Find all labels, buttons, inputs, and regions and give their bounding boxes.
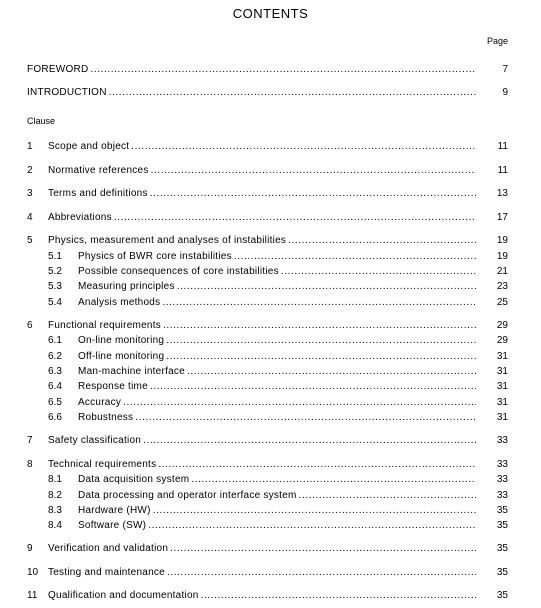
toc-page-number: 33 bbox=[496, 474, 508, 485]
dot-leader bbox=[158, 458, 476, 472]
toc-page-number: 25 bbox=[496, 297, 508, 308]
toc-entry-clause-10[interactable] bbox=[27, 566, 508, 580]
toc-entry-clause-1[interactable] bbox=[27, 140, 508, 154]
toc-page-number: 35 bbox=[496, 567, 508, 578]
toc-entry-title: Technical requirements bbox=[48, 459, 157, 470]
toc-entry-clause-6-3[interactable] bbox=[48, 365, 508, 379]
dot-leader bbox=[114, 211, 476, 225]
page-column-label: Page bbox=[486, 36, 508, 46]
toc-entry-title: Robustness bbox=[78, 412, 134, 423]
toc-entry-clause-4[interactable] bbox=[27, 211, 508, 225]
dot-leader bbox=[191, 473, 476, 487]
toc-clause-number: 2 bbox=[27, 165, 33, 176]
dot-leader bbox=[166, 350, 476, 364]
toc-clause-number: 6.4 bbox=[48, 381, 62, 392]
dot-leader bbox=[281, 265, 476, 279]
toc-entry-title: Software (SW) bbox=[78, 520, 147, 531]
toc-entry-clause-8[interactable] bbox=[27, 458, 508, 472]
dot-leader bbox=[201, 589, 476, 603]
toc-page-number: 7 bbox=[502, 64, 508, 75]
dot-leader bbox=[153, 504, 476, 518]
toc-page-number: 35 bbox=[496, 505, 508, 516]
toc-entry-title: Terms and definitions bbox=[48, 188, 148, 199]
toc-clause-number: 6.3 bbox=[48, 366, 62, 377]
toc-entry-title: Accuracy bbox=[78, 397, 122, 408]
dot-leader bbox=[150, 187, 476, 201]
toc-page-number: 21 bbox=[496, 266, 508, 277]
dot-leader bbox=[143, 434, 476, 448]
toc-clause-number: 11 bbox=[27, 590, 38, 601]
toc-entry-clause-6-4[interactable] bbox=[48, 380, 508, 394]
toc-page-number: 17 bbox=[496, 212, 508, 223]
page-title: CONTENTS bbox=[232, 6, 309, 21]
dot-leader bbox=[163, 319, 476, 333]
toc-entry-title: Qualification and documentation bbox=[48, 590, 199, 601]
toc-clause-number: 6.1 bbox=[48, 335, 62, 346]
toc-page-number: 31 bbox=[496, 397, 508, 408]
toc-clause-number: 7 bbox=[27, 435, 33, 446]
dot-leader bbox=[170, 542, 476, 556]
toc-entry-title: Analysis methods bbox=[78, 297, 161, 308]
dot-leader bbox=[148, 519, 476, 533]
toc-entry-title: Possible consequences of core instabilities bbox=[78, 266, 279, 277]
toc-entry-clause-8-3[interactable] bbox=[48, 504, 508, 518]
toc-page-number: 31 bbox=[496, 351, 508, 362]
toc-entry-clause-8-1[interactable] bbox=[48, 473, 508, 487]
toc-page-number: 13 bbox=[496, 188, 508, 199]
dot-leader bbox=[166, 334, 476, 348]
dot-leader bbox=[90, 63, 476, 77]
toc-entry-clause-6-1[interactable] bbox=[48, 334, 508, 348]
toc-clause-number: 5 bbox=[27, 235, 33, 246]
toc-entry-title: Verification and validation bbox=[48, 543, 169, 554]
toc-page-number: 23 bbox=[496, 281, 508, 292]
toc-clause-number: 3 bbox=[27, 188, 33, 199]
toc-clause-number: 5.2 bbox=[48, 266, 62, 277]
toc-entry-title: Physics, measurement and analyses of instabilities bbox=[48, 235, 287, 246]
dot-leader bbox=[288, 234, 476, 248]
toc-entry-clause-5-3[interactable] bbox=[48, 280, 508, 294]
toc-page-number: 33 bbox=[496, 459, 508, 470]
toc-page-number: 31 bbox=[496, 412, 508, 423]
toc-page-number: 33 bbox=[496, 435, 508, 446]
toc-page-number: 29 bbox=[496, 320, 508, 331]
toc-entry-clause-5-2[interactable] bbox=[48, 265, 508, 279]
toc-clause-number: 6.2 bbox=[48, 351, 62, 362]
toc-entry-title: INTRODUCTION bbox=[27, 87, 107, 98]
toc-page-number: 35 bbox=[496, 543, 508, 554]
toc-clause-number: 5.3 bbox=[48, 281, 62, 292]
dot-leader bbox=[299, 489, 476, 503]
toc-clause-number: 8.3 bbox=[48, 505, 62, 516]
dot-leader bbox=[167, 566, 476, 580]
toc-entry-title: Hardware (HW) bbox=[78, 505, 151, 516]
toc-entry-clause-5-4[interactable] bbox=[48, 296, 508, 310]
toc-entry-clause-11[interactable] bbox=[27, 589, 508, 603]
dot-leader bbox=[135, 411, 476, 425]
toc-entry-clause-8-2[interactable] bbox=[48, 489, 508, 503]
toc-clause-number: 1 bbox=[27, 141, 33, 152]
toc-clause-number: 5.1 bbox=[48, 251, 62, 262]
toc-entry-clause-6[interactable] bbox=[27, 319, 508, 333]
toc-entry-clause-5[interactable] bbox=[27, 234, 508, 248]
dot-leader bbox=[131, 140, 476, 154]
toc-entry-clause-3[interactable] bbox=[27, 187, 508, 201]
toc-clause-number: 4 bbox=[27, 212, 33, 223]
toc-entry-clause-2[interactable] bbox=[27, 164, 508, 178]
toc-clause-number: 9 bbox=[27, 543, 33, 554]
toc-entry-clause-9[interactable] bbox=[27, 542, 508, 556]
toc-entry-introduction[interactable] bbox=[27, 86, 508, 100]
toc-entry-title: FOREWORD bbox=[27, 64, 89, 75]
toc-entry-clause-5-1[interactable] bbox=[48, 250, 508, 264]
toc-entry-clause-8-4[interactable] bbox=[48, 519, 508, 533]
toc-entry-title: Response time bbox=[78, 381, 148, 392]
toc-clause-number: 8.1 bbox=[48, 474, 62, 485]
toc-page-number: 35 bbox=[496, 520, 508, 531]
toc-page-number: 11 bbox=[497, 141, 508, 152]
toc-entry-title: Functional requirements bbox=[48, 320, 162, 331]
toc-clause-number: 8.2 bbox=[48, 490, 62, 501]
toc-entry-title: On-line monitoring bbox=[78, 335, 165, 346]
toc-page-number: 31 bbox=[496, 381, 508, 392]
dot-leader bbox=[109, 86, 476, 100]
toc-page-number: 11 bbox=[497, 165, 508, 176]
toc-clause-number: 5.4 bbox=[48, 297, 62, 308]
dot-leader bbox=[151, 164, 476, 178]
toc-clause-number: 8.4 bbox=[48, 520, 62, 531]
toc-entry-clause-7[interactable] bbox=[27, 434, 508, 448]
dot-leader bbox=[150, 380, 476, 394]
toc-entry-clause-6-2[interactable] bbox=[48, 350, 508, 364]
toc-entry-title: Scope and object bbox=[48, 141, 130, 152]
toc-entry-title: Normative references bbox=[48, 165, 149, 176]
toc-entry-title: Safety classification bbox=[48, 435, 142, 446]
toc-page-number: 33 bbox=[496, 490, 508, 501]
toc-entry-foreword[interactable] bbox=[27, 63, 508, 77]
toc-page-number: 35 bbox=[496, 590, 508, 601]
toc-clause-number: 6.5 bbox=[48, 397, 62, 408]
toc-page-number: 29 bbox=[496, 335, 508, 346]
toc-entry-title: Testing and maintenance bbox=[48, 567, 165, 578]
toc-page-number: 19 bbox=[496, 235, 508, 246]
toc-page-number: 19 bbox=[496, 251, 508, 262]
toc-entry-clause-6-5[interactable] bbox=[48, 396, 508, 410]
dot-leader bbox=[187, 365, 476, 379]
dot-leader bbox=[123, 396, 476, 410]
toc-clause-number: 6.6 bbox=[48, 412, 62, 423]
toc-clause-number: 6 bbox=[27, 320, 33, 331]
toc-page-number: 9 bbox=[502, 87, 508, 98]
toc-page-number: 31 bbox=[496, 366, 508, 377]
toc-entry-title: Data processing and operator interface system bbox=[78, 490, 297, 501]
toc-clause-number: 10 bbox=[27, 567, 39, 578]
toc-entry-title: Man-machine interface bbox=[78, 366, 185, 377]
clause-column-label: Clause bbox=[27, 116, 56, 126]
toc-entry-title: Off-line monitoring bbox=[78, 351, 165, 362]
toc-entry-title: Abbreviations bbox=[48, 212, 112, 223]
toc-entry-clause-6-6[interactable] bbox=[48, 411, 508, 425]
dot-leader bbox=[234, 250, 476, 264]
toc-entry-title: Measuring principles bbox=[78, 281, 175, 292]
toc-entry-title: Physics of BWR core instabilities bbox=[78, 251, 232, 262]
toc-clause-number: 8 bbox=[27, 459, 33, 470]
dot-leader bbox=[177, 280, 476, 294]
dot-leader bbox=[162, 296, 476, 310]
toc-entry-title: Data acquisition system bbox=[78, 474, 190, 485]
